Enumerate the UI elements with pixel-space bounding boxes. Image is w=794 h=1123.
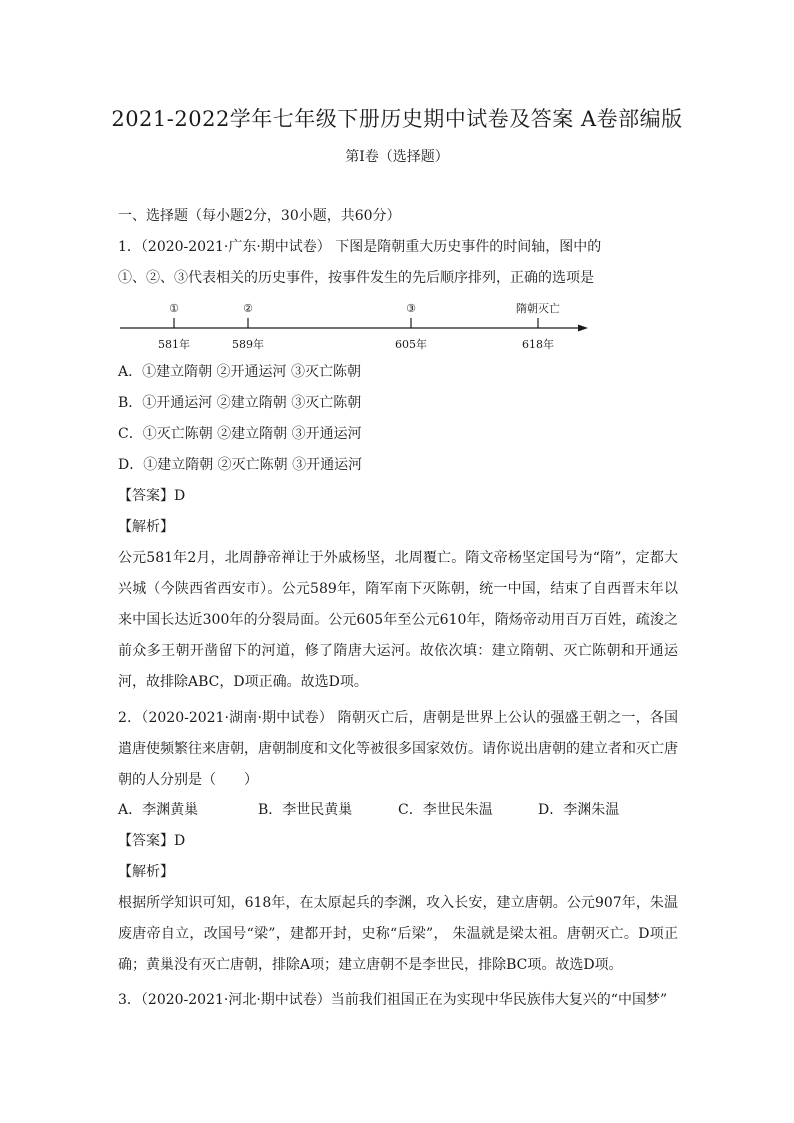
page-title: 2021-2022学年七年级下册历史期中试卷及答案 A卷部编版 — [111, 107, 683, 131]
timeline-year-3: 605年 — [395, 338, 427, 351]
section-heading: 一、选择题（每小题2分，30小题，共60分） — [118, 208, 401, 224]
q1-option-b: B．①开通运河 ②建立隋朝 ③灭亡陈朝 — [118, 395, 362, 411]
q2-analysis-label: 【解析】 — [118, 864, 174, 880]
q1-stem-line2: ①、②、③代表相关的历史事件，按事件发生的先后顺序排列，正确的选项是 — [118, 270, 594, 286]
q2-analysis: 根据所学知识可知，618年，在太原起兵的李渊，攻入长安，建立唐朝。公元907年，朱温废唐帝自立，改国号“梁”，建都开封，史称“后梁”， 朱温就是梁太祖。唐朝灭亡。D项正确；黄巢没有灭亡唐朝，排除A项；建立唐朝不是李世民，排除BC项。故选D项。 — [118, 895, 678, 973]
q1-analysis: 公元581年2月，北周静帝禅让于外戚杨坚，北周覆亡。隋文帝杨坚定国号为“隋”，定都大兴城（今陕西省西安市）。公元589年，隋军南下灭陈朝，统一中国，结束了自西晋末年以来中国长达近300年的分裂局面。公元605年至公元610年，隋炀帝动用百万百姓，疏浚之前众多王朝开凿留下的河道，修了隋唐大运河。故依次填：建立隋朝、灭亡陈朝和开通运河，故排除ABC，D项正确。故选D项。 — [118, 550, 678, 690]
q1-option-c: C．①灭亡陈朝 ②建立隋朝 ③开通运河 — [118, 426, 362, 442]
q1-timeline-figure — [118, 296, 598, 354]
q1-answer: 【答案】D — [118, 488, 186, 504]
timeline-year-1: 581年 — [158, 338, 190, 351]
q2-option-d: D．李渊朱温 — [538, 802, 620, 818]
timeline-label-4: 隋朝灭亡 — [516, 302, 560, 315]
q3-stem: 3．（2020-2021·河北·期中试卷）当前我们祖国正在为实现中华民族伟大复兴的“中国梦” — [118, 992, 668, 1008]
q2-stem: 2．（2020-2021·湖南·期中试卷） 隋朝灭亡后，唐朝是世界上公认的强盛王朝之一，各国遣唐使频繁往来唐朝，唐朝制度和文化等被很多国家效仿。请你说出唐朝的建立者和灭亡唐朝的人分别是（ ） — [118, 710, 678, 788]
q2-option-c: C．李世民朱温 — [398, 802, 493, 818]
timeline-label-1: ① — [169, 302, 179, 315]
q1-option-d: D．①建立隋朝 ②灭亡陈朝 ③开通运河 — [118, 457, 363, 473]
timeline-label-2: ② — [243, 302, 253, 315]
timeline-arrow-icon — [578, 325, 588, 332]
timeline-label-3: ③ — [406, 302, 416, 315]
q1-option-a: A．①建立隋朝 ②开通运河 ③灭亡陈朝 — [118, 364, 362, 380]
page-subtitle: 第Ⅰ卷（选择题） — [345, 149, 449, 165]
q2-option-a: A．李渊黄巢 — [118, 802, 199, 818]
timeline-year-2: 589年 — [232, 338, 264, 351]
q2-option-b: B．李世民黄巢 — [258, 802, 353, 818]
q1-analysis-label: 【解析】 — [118, 519, 174, 535]
q2-answer: 【答案】D — [118, 833, 186, 849]
q1-stem-line1: 1．（2020-2021·广东·期中试卷） 下图是隋朝重大历史事件的时间轴，图中的 — [118, 239, 602, 255]
timeline-year-4: 618年 — [522, 338, 554, 351]
